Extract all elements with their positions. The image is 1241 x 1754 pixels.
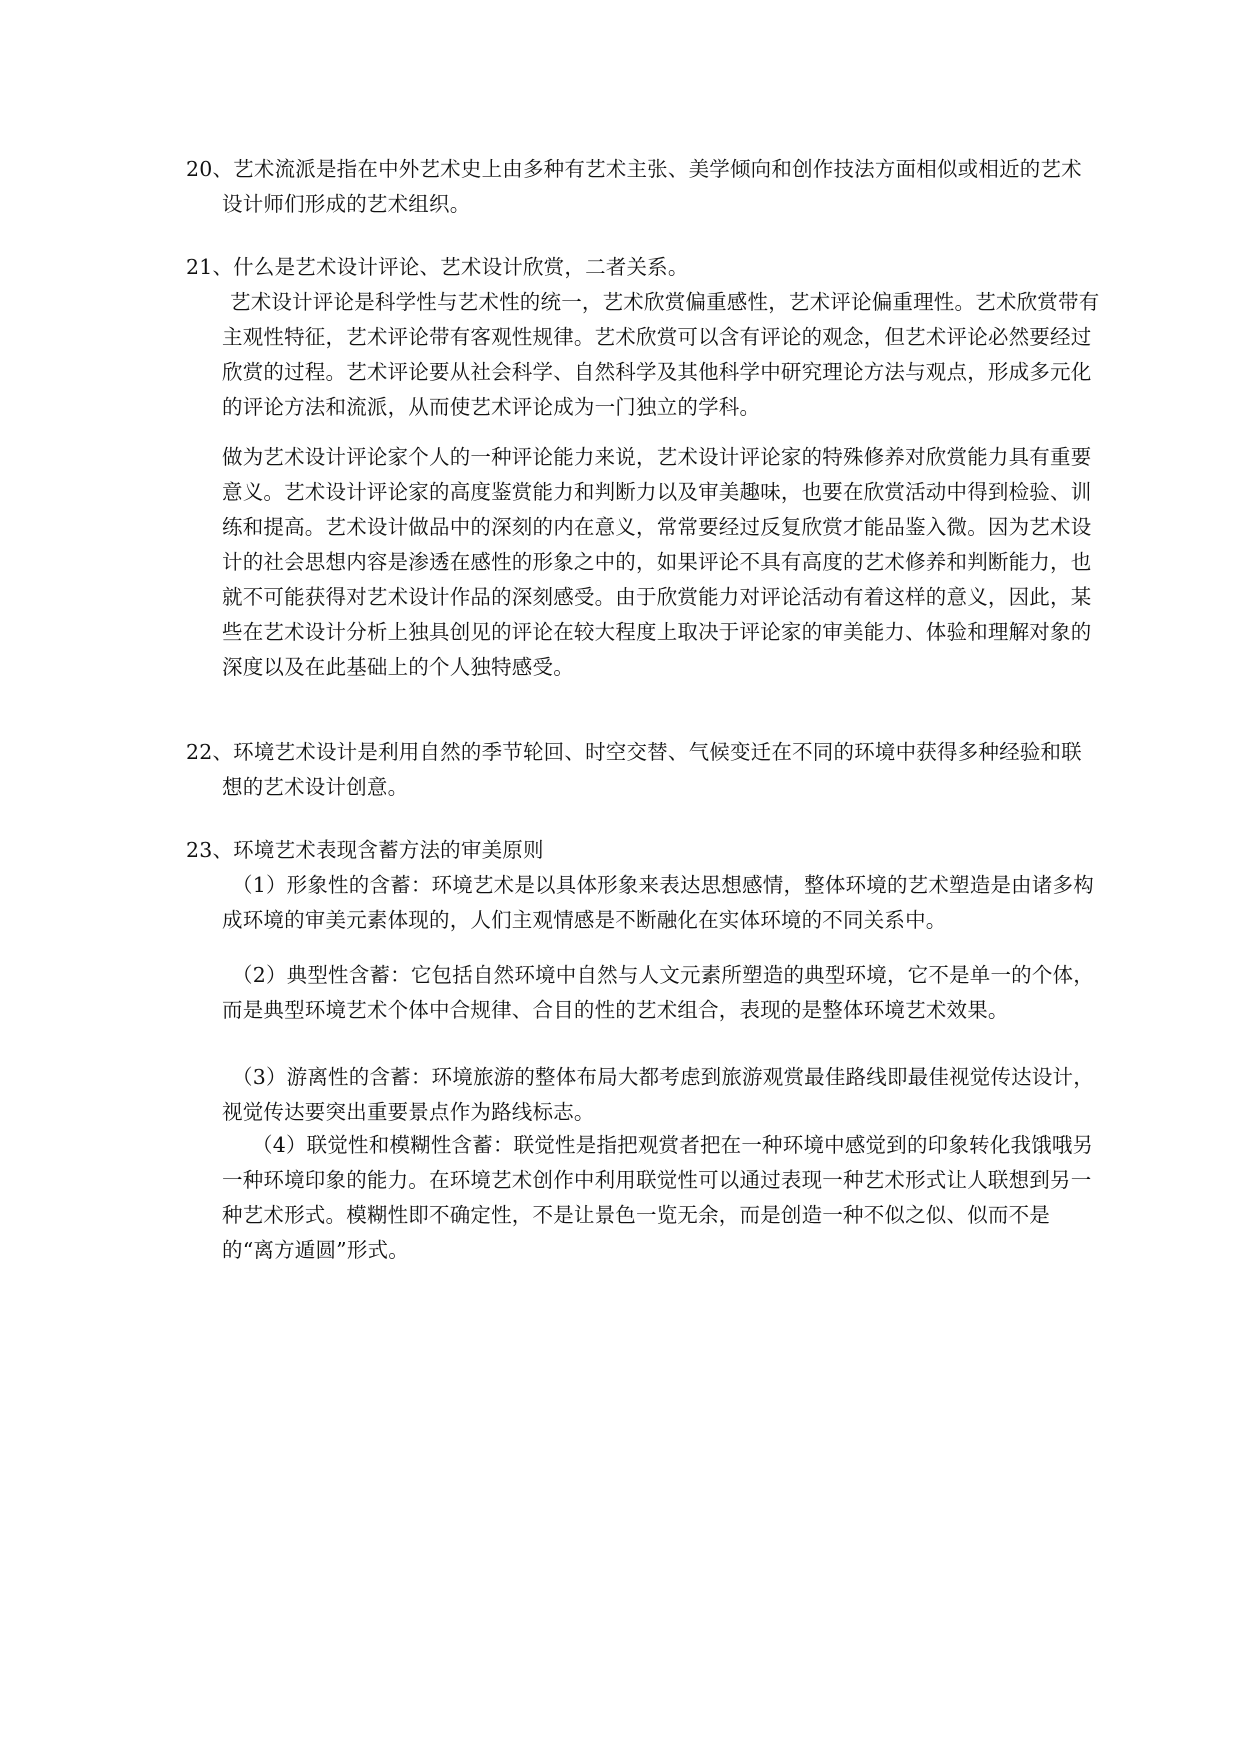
item-22-text: 22、环境艺术设计是利用自然的季节轮回、时空交替、气候变迁在不同的环境中获得多种经验和联想的艺术设计创意。	[186, 740, 1082, 799]
item-23	[186, 833, 1066, 868]
item-21-body-1	[186, 285, 1102, 425]
item-21-body-2	[186, 440, 1102, 685]
item-23-point-4	[186, 1128, 1102, 1268]
item-23-title: 23、环境艺术表现含蓄方法的审美原则	[186, 838, 544, 862]
item-23-point-4-text: （4）联觉性和模糊性含蓄：联觉性是指把观赏者把在一种环境中感觉到的印象转化我饿哦另一种环境印象的能力。在环境艺术创作中利用联觉性可以通过表现一种艺术形式让人联想到另一种艺术形式。模糊性即不确定性，不是让景色一览无余，而是创造一种不似之似、似而不是的“离方遁圆”形式。	[222, 1133, 1094, 1262]
item-23-point-3	[186, 1060, 1102, 1130]
item-23-point-1	[186, 868, 1102, 938]
item-23-point-2	[186, 958, 1102, 1028]
item-23-point-2-text: （2）典型性含蓄：它包括自然环境中自然与人文元素所塑造的典型环境，它不是单一的个体，而是典型环境艺术个体中合规律、合目的性的艺术组合，表现的是整体环境艺术效果。	[222, 963, 1094, 1022]
item-23-point-1-text: （1）形象性的含蓄：环境艺术是以具体形象来表达思想感情，整体环境的艺术塑造是由诸多构成环境的审美元素体现的，人们主观情感是不断融化在实体环境的不同关系中。	[222, 873, 1094, 932]
item-21	[186, 250, 1066, 285]
item-21-paragraph-1: 艺术设计评论是科学性与艺术性的统一，艺术欣赏偏重感性，艺术评论偏重理性。艺术欣赏带有主观性特征，艺术评论带有客观性规律。艺术欣赏可以含有评论的观念，但艺术评论必然要经过欣赏的过程。艺术评论要从社会科学、自然科学及其他科学中研究理论方法与观点，形成多元化的评论方法和流派，从而使艺术评论成为一门独立的学科。	[222, 290, 1100, 419]
item-22	[186, 735, 1102, 805]
item-23-point-3-text: （3）游离性的含蓄：环境旅游的整体布局大都考虑到旅游观赏最佳路线即最佳视觉传达设计，视觉传达要突出重要景点作为路线标志。	[222, 1065, 1094, 1124]
item-20-text: 20、艺术流派是指在中外艺术史上由多种有艺术主张、美学倾向和创作技法方面相似或相近的艺术设计师们形成的艺术组织。	[186, 157, 1082, 216]
item-21-title: 21、什么是艺术设计评论、艺术设计欣赏，二者关系。	[186, 255, 689, 279]
item-21-paragraph-2: 做为艺术设计评论家个人的一种评论能力来说，艺术设计评论家的特殊修养对欣赏能力具有重要意义。艺术设计评论家的高度鉴赏能力和判断力以及审美趣味，也要在欣赏活动中得到检验、训练和提高。艺术设计做品中的深刻的内在意义，常常要经过反复欣赏才能品鉴入微。因为艺术设计的社会思想内容是渗透在感性的形象之中的，如果评论不具有高度的艺术修养和判断能力，也就不可能获得对艺术设计作品的深刻感受。由于欣赏能力对评论活动有着这样的意义，因此，某些在艺术设计分析上独具创见的评论在较大程度上取决于评论家的审美能力、体验和理解对象的深度以及在此基础上的个人独特感受。	[222, 445, 1092, 679]
item-20	[186, 152, 1102, 222]
